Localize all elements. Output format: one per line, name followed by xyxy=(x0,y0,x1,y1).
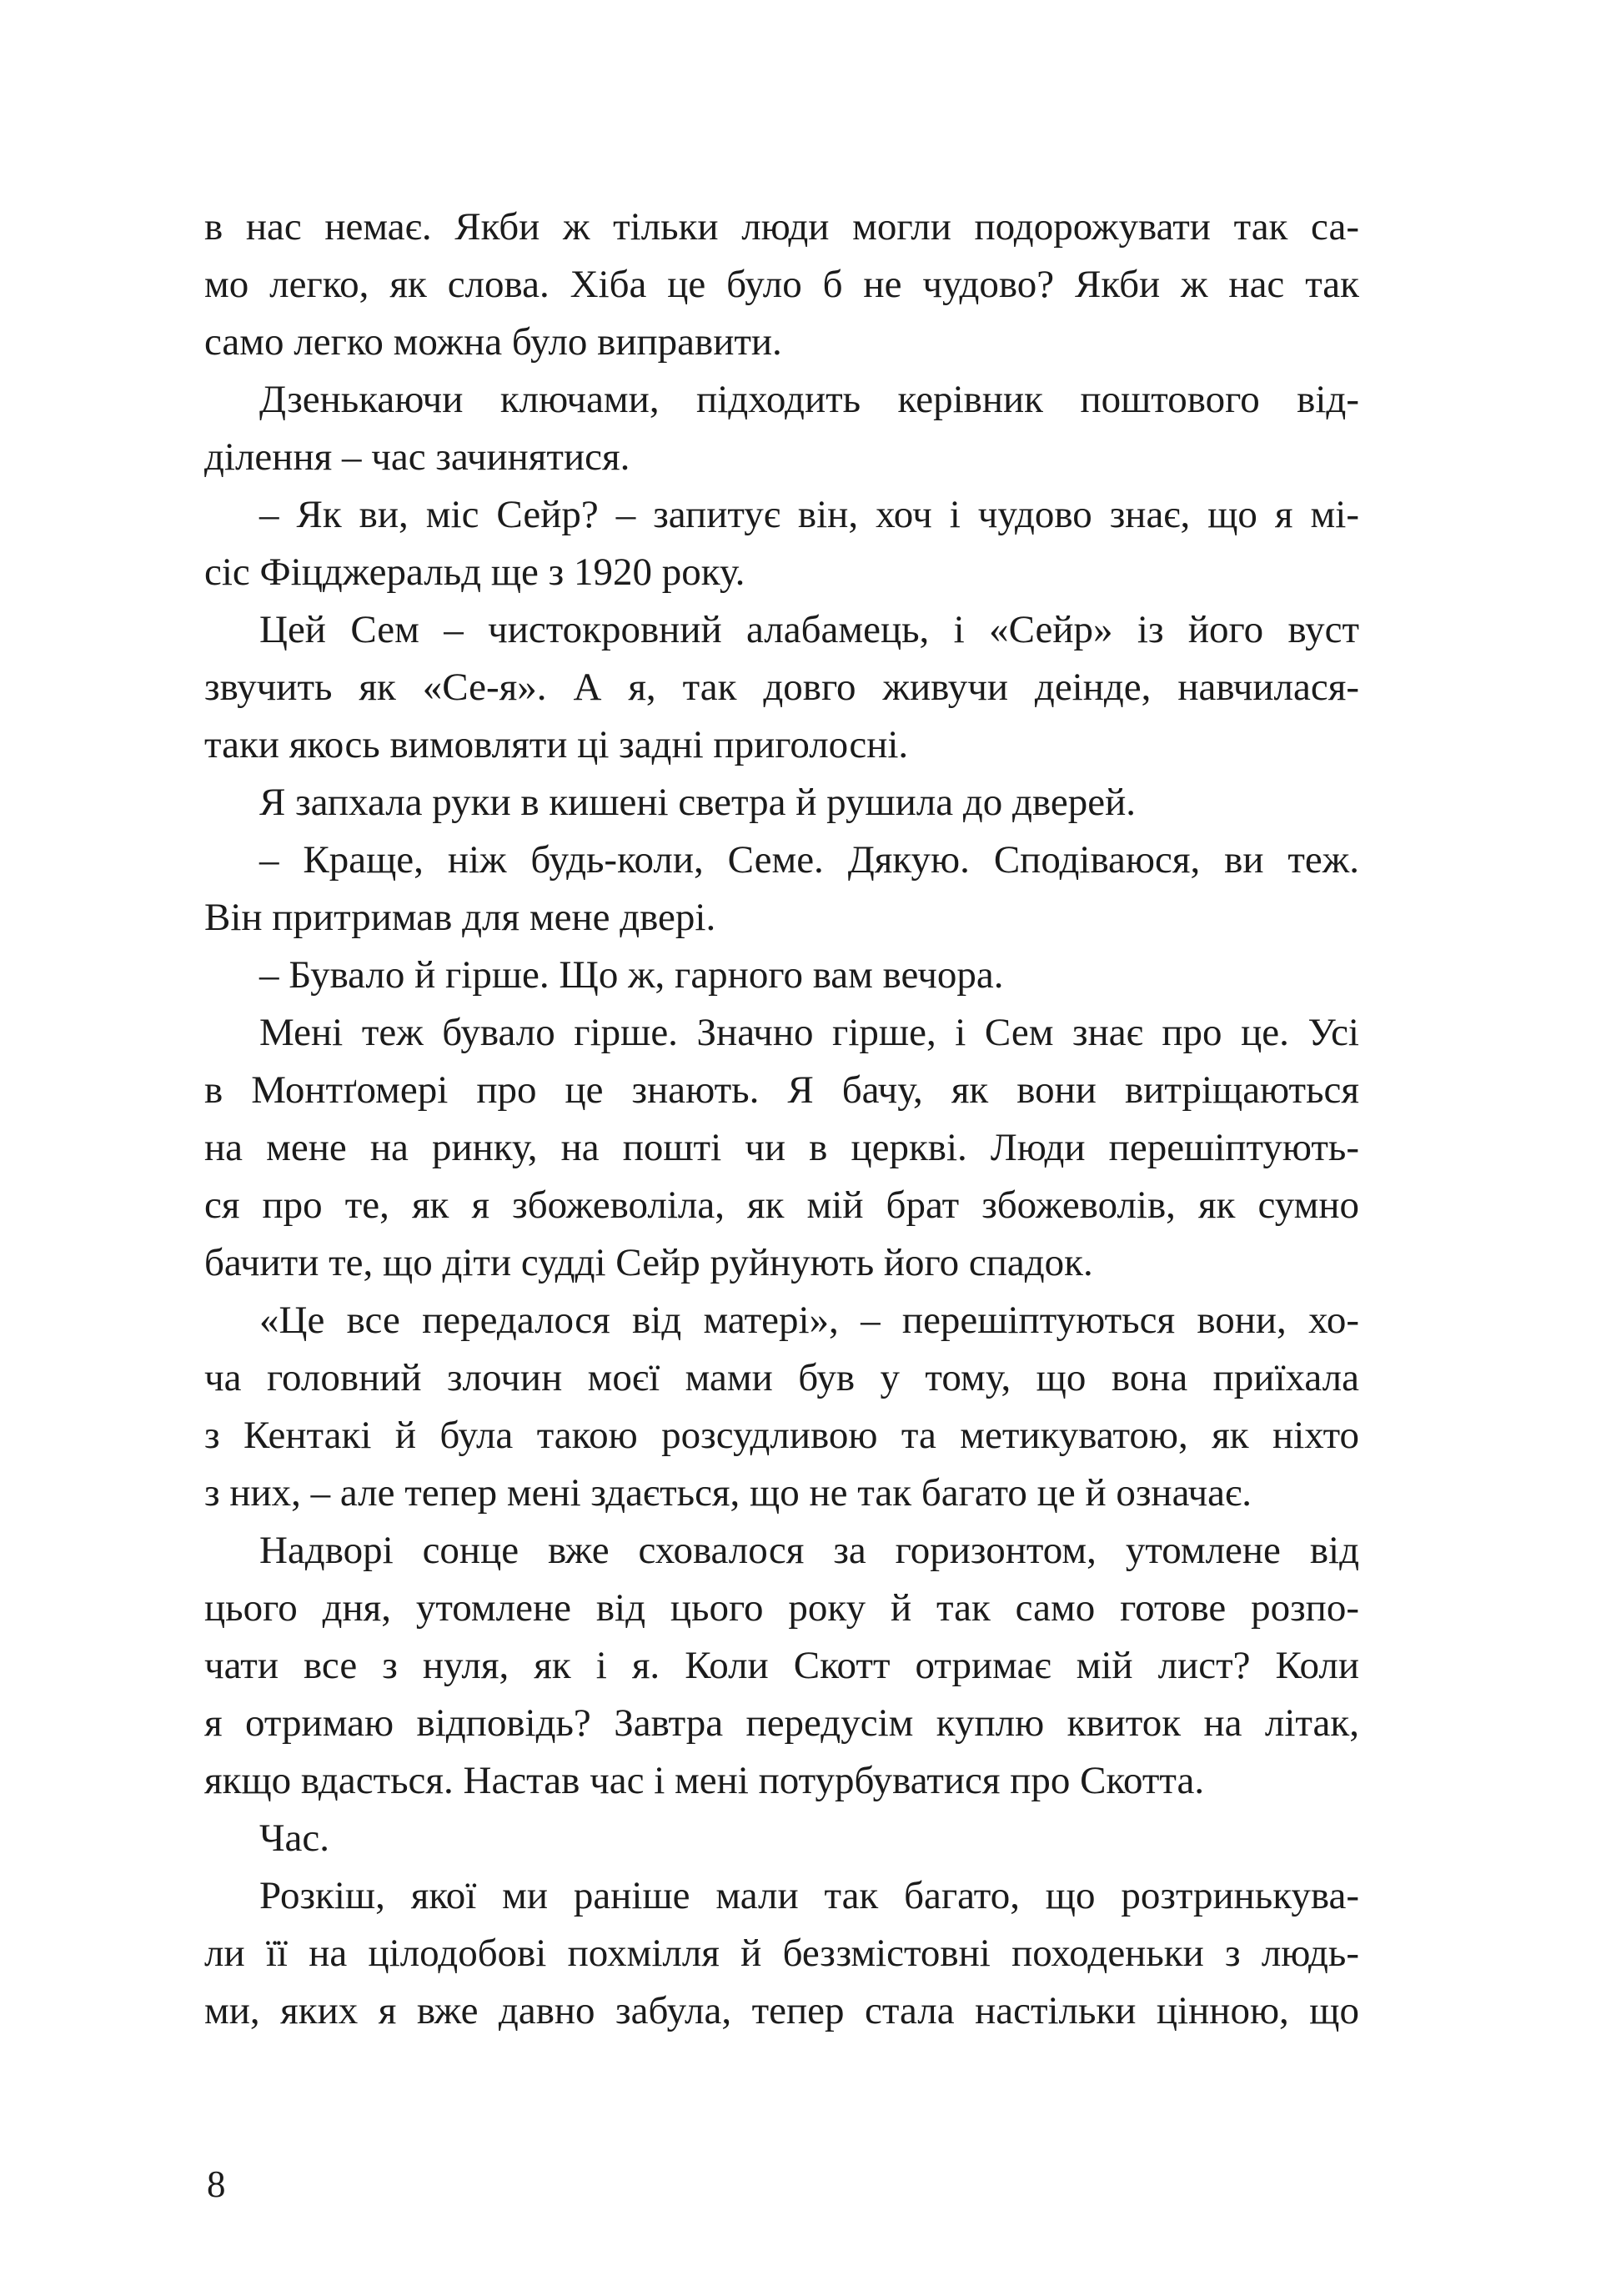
text-line: з них, – але тепер мені здається, що не так багато це й означає. xyxy=(204,1471,1252,1515)
text-line: – Як ви, міс Сейр? – запитує він, хоч і чудово знає, що я мі- xyxy=(259,493,1359,536)
text-line: ся про те, як я збожеволіла, як мій брат збожеволів, як сумно xyxy=(204,1183,1359,1227)
page-number: 8 xyxy=(207,2163,226,2205)
text-line: сіс Фіцджеральд ще з 1920 року. xyxy=(204,550,745,594)
text-line: я отримаю відповідь? Завтра передусім куплю квиток на літак, xyxy=(204,1701,1359,1745)
text-line: мо легко, як слова. Хіба це було б не чудово? Якби ж нас так xyxy=(204,263,1359,306)
text-line: ча головний злочин моєї мами був у тому, що вона приїхала xyxy=(204,1356,1359,1399)
text-line: звучить як «Се-я». А я, так довго живучи деінде, навчилася- xyxy=(204,666,1359,709)
text-line: цього дня, утомлене від цього року й так само готове розпо- xyxy=(204,1586,1359,1630)
text-line: в нас немає. Якби ж тільки люди могли подорожувати так са- xyxy=(204,205,1359,249)
text-line: якщо вдасться. Настав час і мені потурбуватися про Скотта. xyxy=(204,1759,1205,1802)
text-line: таки якось вимовляти ці задні приголосні. xyxy=(204,723,909,766)
text-line: на мене на ринку, на пошті чи в церкві. Люди перешіптують- xyxy=(204,1126,1359,1169)
text-line: само легко можна було виправити. xyxy=(204,320,782,364)
text-line: з Кентакі й була такою розсудливою та метикуватою, як ніхто xyxy=(204,1414,1359,1457)
text-line: Я запхала руки в кишені светра й рушила до дверей. xyxy=(259,781,1137,824)
text-line: бачити те, що діти судді Сейр руйнують його спадок. xyxy=(204,1241,1093,1284)
text-line: Час. xyxy=(259,1816,330,1860)
text-line: «Це все передалося від матері», – перешіптуються вони, хо- xyxy=(259,1299,1359,1342)
text-line: в Монтґомері про це знають. Я бачу, як вони витріщаються xyxy=(204,1068,1359,1112)
text-line: Розкіш, якої ми раніше мали так багато, що розтринькува- xyxy=(259,1874,1359,1917)
text-line: – Бувало й гірше. Що ж, гарного вам вечора. xyxy=(259,953,1004,997)
text-line: ли її на цілодобові похмілля й беззмістовні походеньки з людь- xyxy=(204,1932,1359,1975)
text-line: Він притримав для мене двері. xyxy=(204,896,716,939)
text-line: ми, яких я вже давно забула, тепер стала настільки цінною, що xyxy=(204,1989,1359,2032)
text-line: Цей Сем – чистокровний алабамець, і «Сейр» із його вуст xyxy=(259,608,1359,651)
text-line: ділення – час зачинятися. xyxy=(204,435,630,479)
text-line: – Краще, ніж будь-коли, Семе. Дякую. Сподіваюся, ви теж. xyxy=(259,838,1359,882)
text-line: чати все з нуля, як і я. Коли Скотт отримає мій лист? Коли xyxy=(204,1644,1359,1687)
text-line: Надворі сонце вже сховалося за горизонтом, утомлене від xyxy=(259,1529,1359,1572)
text-line: Дзенькаючи ключами, підходить керівник поштового від- xyxy=(259,378,1359,421)
text-line: Мені теж бувало гірше. Значно гірше, і Сем знає про це. Усі xyxy=(259,1011,1359,1054)
text-block xyxy=(204,198,1359,2040)
